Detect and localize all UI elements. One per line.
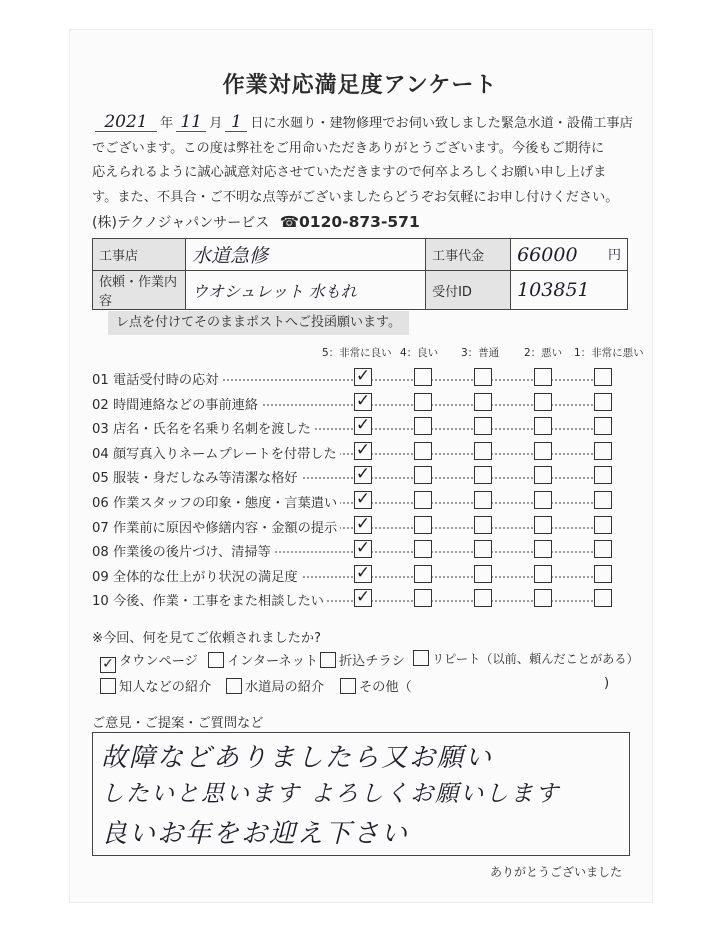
rating-checkbox-2[interactable] (534, 516, 552, 534)
source-checkbox[interactable] (340, 678, 356, 694)
question-label: 04 顔写真入りネームプレートを付帯した (92, 443, 340, 462)
rating-checkbox-2[interactable] (534, 442, 552, 460)
question-label: 07 作業前に原因や修繕内容・金額の提示 (92, 517, 340, 536)
question-label: 09 全体的な仕上がり状況の満足度 (92, 566, 301, 585)
rating-checkbox-4[interactable] (414, 393, 432, 411)
question-row (92, 489, 628, 514)
source-option-repeat[interactable]: リピート（以前、頼んだことがある） (413, 650, 639, 667)
rating-checkbox-4[interactable] (414, 417, 432, 435)
company-info (92, 212, 420, 232)
source-option-referral[interactable]: 知人などの紹介 (100, 676, 211, 695)
rating-checkbox-1[interactable] (594, 540, 612, 558)
scale-label-2: 2：悪い (524, 347, 563, 359)
rating-checkbox-3[interactable] (474, 442, 492, 460)
intro-line2: でございます。この度は弊社をご用命いただきありがとうございます。今後もご期待に (92, 140, 605, 156)
rating-checkbox-4[interactable] (414, 516, 432, 534)
comment-box[interactable] (92, 732, 630, 856)
question-label: 06 作業スタッフの印象・態度・言葉遣い (92, 492, 340, 511)
scale-label-3: 3：普通 (461, 347, 500, 359)
scale-label-5: 5：非常に良い (322, 347, 392, 359)
rating-checkbox-1[interactable] (594, 466, 612, 484)
rating-checkbox-5[interactable]: ✓ (355, 464, 371, 485)
rating-checkbox-1[interactable] (594, 491, 612, 509)
rating-checkbox-1[interactable] (594, 368, 612, 386)
source-checkbox[interactable]: ✓ (100, 657, 116, 673)
page-title: 作業対応満足度アンケート (222, 73, 498, 98)
other-close-paren: ) (604, 676, 610, 691)
source-checkbox[interactable] (320, 652, 336, 668)
rating-checkbox-4[interactable] (414, 540, 432, 558)
question-label: 10 今後、作業・工事をまた相談したい (92, 590, 327, 609)
rating-checkbox-2[interactable] (534, 589, 552, 607)
rating-checkbox-4[interactable] (414, 565, 432, 583)
source-checkbox[interactable] (413, 650, 429, 666)
rating-checkbox-5[interactable]: ✓ (355, 366, 371, 386)
rating-checkbox-5[interactable]: ✓ (355, 439, 371, 460)
job-info-table (92, 238, 628, 310)
rating-checkbox-3[interactable] (474, 540, 492, 558)
rating-checkbox-5[interactable]: ✓ (355, 489, 371, 509)
rating-checkbox-4[interactable] (414, 491, 432, 509)
question-label: 05 服装・身だしなみ等清潔な格好 (92, 467, 301, 486)
rating-checkbox-1[interactable] (594, 417, 612, 435)
rating-checkbox-2[interactable] (534, 565, 552, 583)
comment-line: 良いお年をお迎え下さい (101, 819, 410, 849)
rating-checkbox-4[interactable] (414, 466, 432, 484)
question-label: 01 電話受付時の応対 (92, 369, 221, 388)
date-day[interactable]: 1 (225, 113, 247, 132)
rating-checkbox-5[interactable]: ✓ (355, 587, 371, 608)
rating-checkbox-4[interactable] (414, 589, 432, 607)
year-suffix: 年 (160, 116, 174, 131)
company-name: (株)テクノジャパンサービス (92, 215, 270, 231)
date-year[interactable]: 2021 (95, 113, 157, 132)
cost-unit: 円 (607, 247, 621, 263)
rating-checkbox-3[interactable] (474, 491, 492, 509)
receipt-value[interactable]: 103851 (511, 271, 628, 310)
rating-checkbox-5[interactable]: ✓ (355, 538, 371, 559)
rating-checkbox-5[interactable]: ✓ (355, 415, 371, 436)
source-option-internet[interactable]: インターネット (208, 650, 318, 669)
rating-checkbox-3[interactable] (474, 516, 492, 534)
question-row (92, 415, 628, 440)
source-checkbox[interactable] (100, 678, 116, 694)
source-question: ※今回、何を見てご依頼されましたか? (92, 631, 322, 646)
cost-label: 工事代金 (426, 239, 511, 271)
rating-checkbox-2[interactable] (534, 417, 552, 435)
question-label: 03 店名・氏名を名乗り名刺を渡した (92, 418, 314, 437)
rating-checkbox-3[interactable] (474, 393, 492, 411)
source-checkbox[interactable] (208, 652, 224, 668)
comment-line: したいと思います よろしくお願いします (101, 781, 561, 807)
question-row (92, 587, 628, 612)
rating-checkbox-5[interactable]: ✓ (355, 562, 371, 583)
question-row (92, 538, 628, 563)
cost-field[interactable] (511, 239, 628, 271)
rating-checkbox-1[interactable] (594, 589, 612, 607)
rating-checkbox-3[interactable] (474, 417, 492, 435)
rating-checkbox-4[interactable] (414, 442, 432, 460)
question-row (92, 391, 628, 416)
date-month[interactable]: 11 (176, 113, 206, 132)
scale-label-1: 1：非常に悪い (574, 347, 644, 359)
question-row (92, 440, 628, 465)
source-option-flyer[interactable]: 折込チラシ (320, 650, 405, 669)
source-option-other[interactable]: その他（ (340, 676, 412, 695)
comment-line: 故障などありましたら又お願い (101, 743, 494, 773)
intro-line4: す。また、不具合・ご不明な点等がございましたらどうぞお気軽にお申し付けください。 (92, 189, 619, 205)
request-label: 依頼・作業内容 (93, 271, 186, 310)
rating-checkbox-1[interactable] (594, 516, 612, 534)
rating-checkbox-3[interactable] (474, 589, 492, 607)
intro-line3: 応えられるように誠心誠意対応させていただきますので何卒よろしくお願い申し上げま (92, 165, 607, 180)
rating-checkbox-5[interactable]: ✓ (355, 390, 371, 411)
rating-checkbox-3[interactable] (474, 565, 492, 583)
rating-checkbox-3[interactable] (474, 368, 492, 386)
rating-checkbox-2[interactable] (534, 491, 552, 509)
question-row (92, 563, 628, 588)
shop-value[interactable]: 水道急修 (186, 239, 426, 271)
rating-checkbox-2[interactable] (534, 393, 552, 411)
thanks-text: ありがとうございました (489, 865, 622, 879)
cost-value: 66000 (517, 243, 578, 266)
rating-checkbox-1[interactable] (594, 442, 612, 460)
question-label: 08 作業後の後片づけ、清掃等 (92, 541, 274, 560)
company-phone: ☎0120-873-571 (279, 213, 420, 231)
rating-checkbox-5[interactable]: ✓ (355, 513, 371, 534)
instruction-notice: レ点を付けてそのままポストへご投函願います。 (108, 311, 409, 335)
question-label: 02 時間連絡などの事前連絡 (92, 394, 261, 413)
rating-checkbox-1[interactable] (594, 393, 612, 411)
request-value[interactable]: ウオシュレット 水もれ (186, 271, 426, 310)
intro-text (92, 112, 642, 210)
intro-line1: 日に水廻り・建物修理でお伺い致しました緊急水道・設備工事店 (250, 116, 633, 131)
rating-checkbox-2[interactable] (534, 368, 552, 386)
scale-label-4: 4：良い (400, 347, 439, 359)
rating-checkbox-2[interactable] (534, 540, 552, 558)
question-row (92, 514, 628, 539)
question-row (92, 464, 628, 489)
question-row (92, 366, 628, 391)
rating-checkbox-1[interactable] (594, 565, 612, 583)
rating-checkbox-4[interactable] (414, 368, 432, 386)
receipt-label: 受付ID (426, 271, 511, 310)
source-checkbox[interactable] (226, 678, 242, 694)
rating-checkbox-3[interactable] (474, 466, 492, 484)
source-option-waterworks[interactable]: 水道局の紹介 (226, 676, 324, 695)
month-suffix: 月 (209, 116, 223, 131)
opinions-label: ご意見・ご提案・ご質問など (92, 716, 264, 731)
source-option-townpage[interactable]: ✓ タウンページ (100, 650, 198, 673)
shop-label: 工事店 (93, 239, 186, 271)
rating-checkbox-2[interactable] (534, 466, 552, 484)
